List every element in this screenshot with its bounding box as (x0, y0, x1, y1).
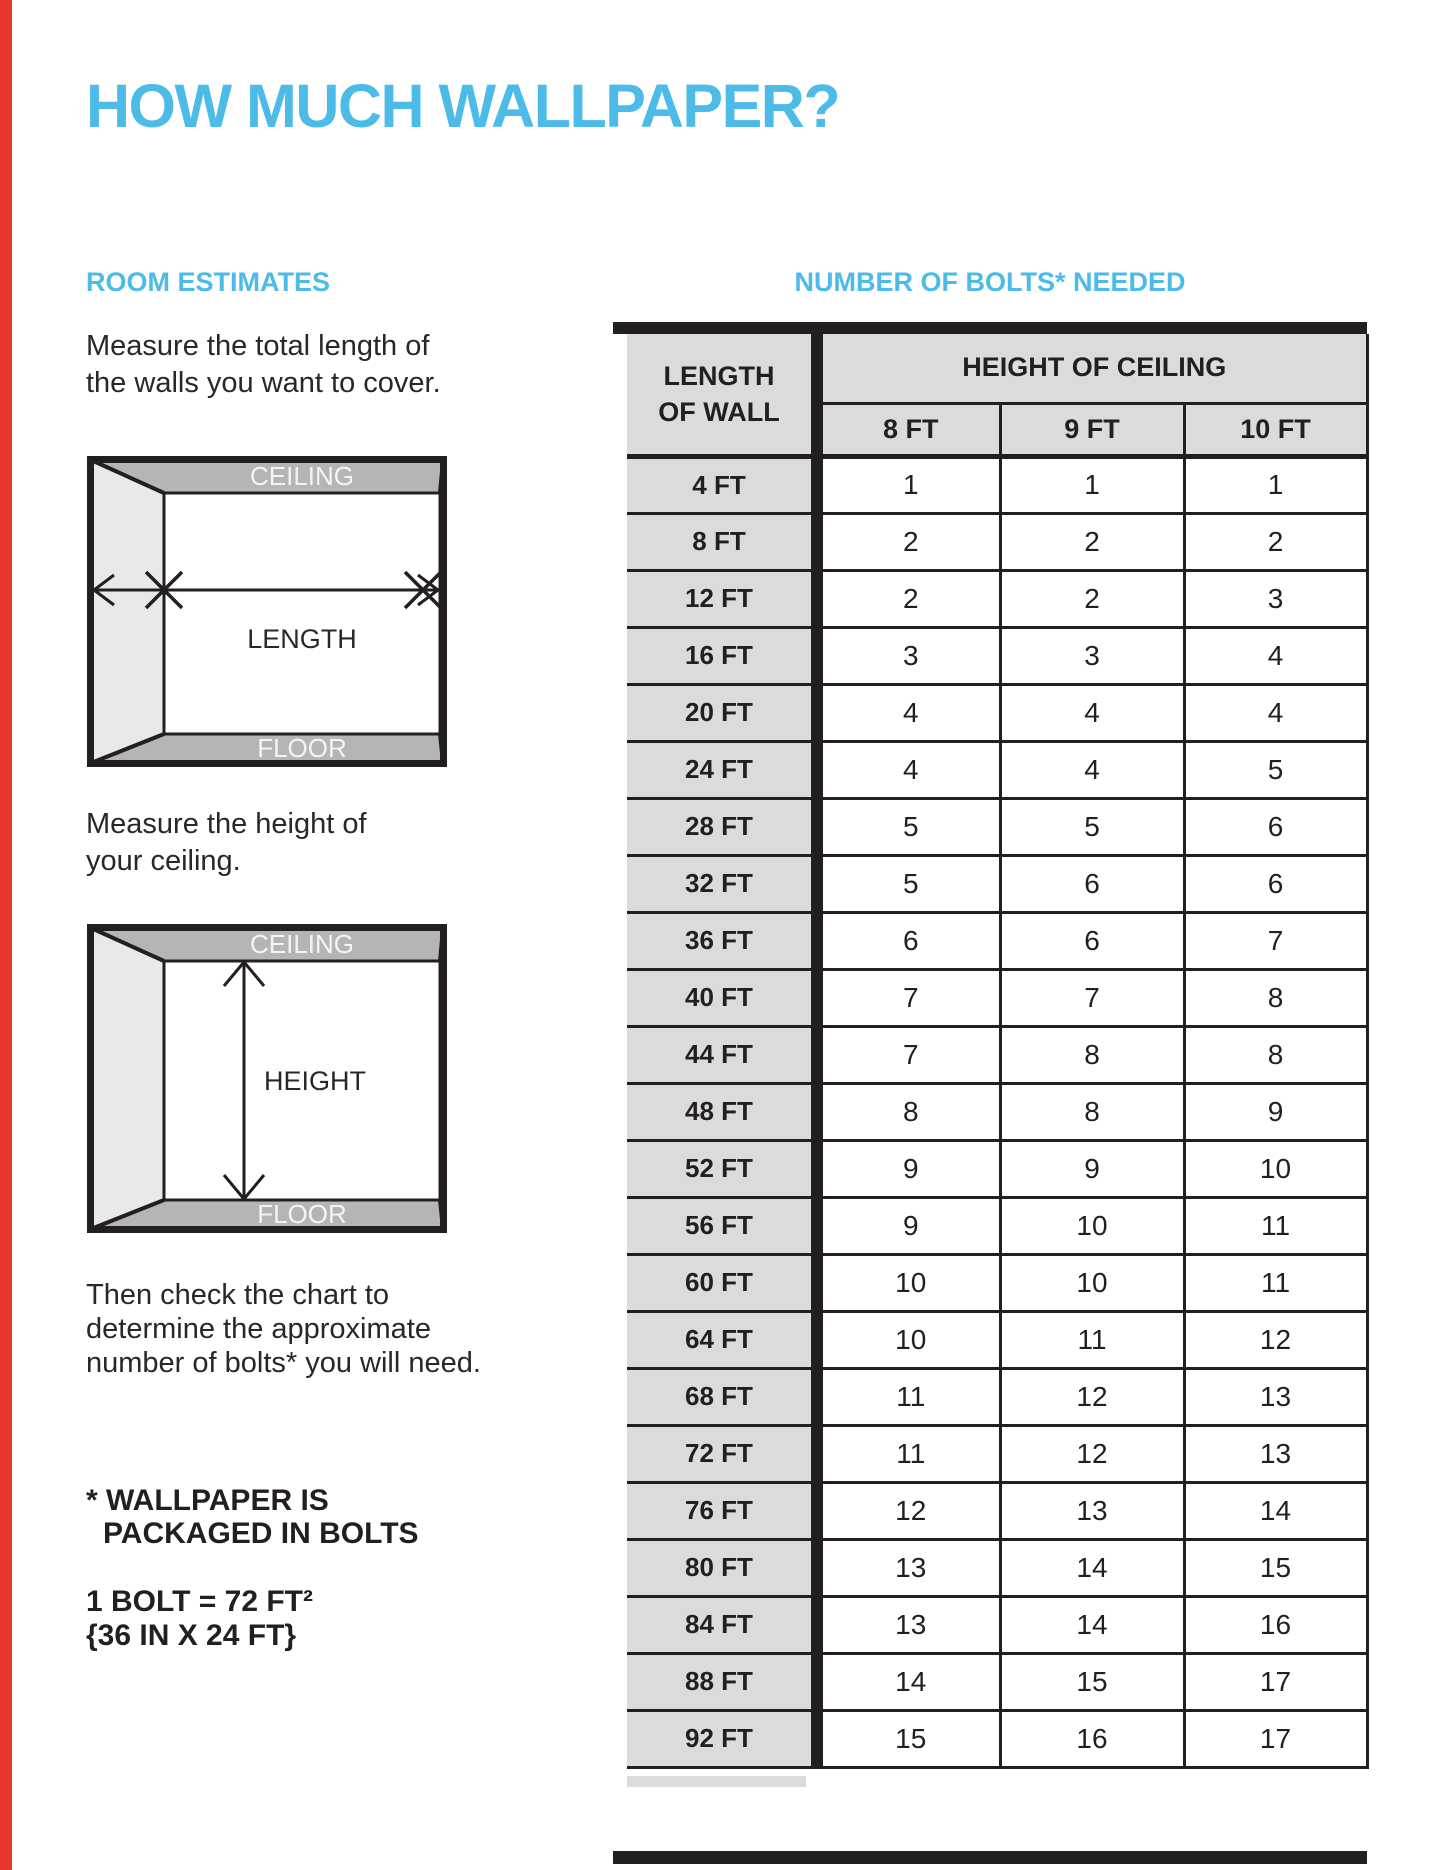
room-length-diagram (87, 456, 447, 767)
floor-label: FLOOR (257, 1199, 347, 1229)
table-row (627, 456, 1367, 513)
row-label: 68 FT (627, 1368, 817, 1425)
table-row (627, 627, 1367, 684)
row-label: 52 FT (627, 1140, 817, 1197)
bolt-count-cell: 16 (1184, 1596, 1367, 1653)
step2-line2: your ceiling. (86, 845, 241, 877)
table-row (627, 1539, 1367, 1596)
bolt-count-cell: 6 (1000, 912, 1184, 969)
table-row (627, 1140, 1367, 1197)
step3-line3: number of bolts* you will need. (86, 1347, 481, 1379)
step3-line1: Then check the chart to (86, 1279, 390, 1311)
ceiling-label: CEILING (249, 461, 355, 491)
table-row (627, 1653, 1367, 1710)
page-title: HOW MUCH WALLPAPER? (86, 72, 840, 140)
table-row (627, 912, 1367, 969)
row-label: 16 FT (627, 627, 817, 684)
height-label: HEIGHT (264, 1066, 367, 1096)
bolt-count-cell: 5 (817, 798, 1000, 855)
bolt-count-cell: 9 (817, 1197, 1000, 1254)
footnote-line2: PACKAGED IN BOLTS (103, 1517, 419, 1550)
bolt-count-cell: 4 (1000, 684, 1184, 741)
length-label: LENGTH (247, 624, 357, 654)
bolt-count-cell: 4 (817, 741, 1000, 798)
bolt-count-cell: 3 (1184, 570, 1367, 627)
bolt-count-cell: 8 (1000, 1026, 1184, 1083)
column-header-10ft: 10 FT (1184, 403, 1367, 456)
step3-line2: determine the approximate (86, 1313, 431, 1345)
bolt-count-cell: 4 (1184, 684, 1367, 741)
bolt-count-cell: 17 (1184, 1710, 1367, 1767)
bolt-count-cell: 13 (1184, 1368, 1367, 1425)
row-label: 40 FT (627, 969, 817, 1026)
floor-label: FLOOR (257, 733, 347, 763)
bolt-count-cell: 5 (1184, 741, 1367, 798)
bolt-count-cell: 1 (1000, 456, 1184, 513)
bolt-count-cell: 11 (817, 1425, 1000, 1482)
table-header-row (627, 334, 1367, 403)
bolt-def-line2: {36 IN X 24 FT} (86, 1619, 297, 1652)
bolt-count-cell: 6 (1000, 855, 1184, 912)
table-row (627, 1368, 1367, 1425)
table-row (627, 1710, 1367, 1767)
row-label: 84 FT (627, 1596, 817, 1653)
bolt-count-cell: 2 (1000, 513, 1184, 570)
column-header-9ft: 9 FT (1000, 403, 1184, 456)
table-row (627, 684, 1367, 741)
table-gray-stub (627, 1776, 806, 1787)
table-row (627, 570, 1367, 627)
bolt-count-cell: 5 (1000, 798, 1184, 855)
bolt-count-cell: 7 (817, 969, 1000, 1026)
bolt-count-cell: 3 (1000, 627, 1184, 684)
bolt-count-cell: 12 (1000, 1425, 1184, 1482)
row-label: 8 FT (627, 513, 817, 570)
row-label: 72 FT (627, 1425, 817, 1482)
bolt-count-cell: 17 (1184, 1653, 1367, 1710)
bolt-count-cell: 14 (1000, 1539, 1184, 1596)
bolt-count-cell: 7 (1184, 912, 1367, 969)
back-wall-surface (164, 493, 440, 734)
row-label: 36 FT (627, 912, 817, 969)
room-estimates-heading: ROOM ESTIMATES (86, 267, 331, 297)
row-label: 12 FT (627, 570, 817, 627)
bolt-count-cell: 7 (1000, 969, 1184, 1026)
bolts-needed-heading: NUMBER OF BOLTS* NEEDED (794, 267, 1186, 297)
step1-line1: Measure the total length of (86, 330, 430, 362)
corner-header-line1: LENGTH (663, 360, 775, 391)
bolt-count-cell: 1 (817, 456, 1000, 513)
bolt-count-cell: 10 (1000, 1197, 1184, 1254)
bolt-count-cell: 14 (817, 1653, 1000, 1710)
bolt-count-cell: 4 (1184, 627, 1367, 684)
row-label: 4 FT (627, 456, 817, 513)
bolt-count-cell: 11 (1184, 1254, 1367, 1311)
bolt-count-cell: 9 (1184, 1083, 1367, 1140)
table-bottom-bar (613, 1851, 1367, 1864)
table-row (627, 855, 1367, 912)
bolt-count-cell: 10 (817, 1311, 1000, 1368)
bolt-count-cell: 6 (1184, 855, 1367, 912)
table-body (627, 456, 1367, 1767)
row-label: 48 FT (627, 1083, 817, 1140)
table-row (627, 1083, 1367, 1140)
table-row (627, 741, 1367, 798)
bolt-count-cell: 11 (1184, 1197, 1367, 1254)
row-label: 76 FT (627, 1482, 817, 1539)
bolts-footnote (86, 1484, 419, 1550)
bolt-count-cell: 13 (817, 1596, 1000, 1653)
table-row (627, 1482, 1367, 1539)
bolt-def-line1: 1 BOLT = 72 FT² (86, 1585, 313, 1618)
bolt-count-cell: 12 (1000, 1368, 1184, 1425)
table-top-bar (613, 322, 1367, 334)
step2-text (86, 806, 367, 880)
row-label: 80 FT (627, 1539, 817, 1596)
bolt-count-cell: 15 (817, 1710, 1000, 1767)
bolt-count-cell: 8 (1184, 969, 1367, 1026)
column-header-8ft: 8 FT (817, 403, 1000, 456)
step3-text (86, 1278, 481, 1380)
row-label: 56 FT (627, 1197, 817, 1254)
table-row (627, 1254, 1367, 1311)
step2-line1: Measure the height of (86, 808, 367, 840)
table-row (627, 969, 1367, 1026)
bolt-count-cell: 5 (817, 855, 1000, 912)
step1-line2: the walls you want to cover. (86, 367, 441, 399)
height-of-ceiling-header: HEIGHT OF CEILING (817, 334, 1367, 403)
left-wall-surface (90, 459, 164, 764)
bolt-count-cell: 10 (1000, 1254, 1184, 1311)
bolt-count-cell: 15 (1000, 1653, 1184, 1710)
row-label: 92 FT (627, 1710, 817, 1767)
table-row (627, 1596, 1367, 1653)
bolt-count-cell: 8 (1000, 1083, 1184, 1140)
row-label: 32 FT (627, 855, 817, 912)
bolt-count-cell: 2 (817, 570, 1000, 627)
table-row (627, 1197, 1367, 1254)
red-accent-stripe (0, 0, 12, 1870)
bolt-count-cell: 11 (1000, 1311, 1184, 1368)
bolt-count-cell: 14 (1184, 1482, 1367, 1539)
row-label: 88 FT (627, 1653, 817, 1710)
bolts-table (627, 334, 1369, 1769)
bolt-count-cell: 10 (1184, 1140, 1367, 1197)
bolt-count-cell: 2 (1000, 570, 1184, 627)
step1-text (86, 328, 441, 402)
bolt-count-cell: 1 (1184, 456, 1367, 513)
bolt-count-cell: 12 (1184, 1311, 1367, 1368)
table-row (627, 513, 1367, 570)
bolt-count-cell: 9 (1000, 1140, 1184, 1197)
length-of-wall-header (627, 334, 817, 456)
row-label: 44 FT (627, 1026, 817, 1083)
left-wall-surface (90, 927, 164, 1230)
table-row (627, 1026, 1367, 1083)
ceiling-label: CEILING (249, 929, 355, 959)
row-label: 20 FT (627, 684, 817, 741)
row-label: 28 FT (627, 798, 817, 855)
bolt-count-cell: 10 (817, 1254, 1000, 1311)
bolt-count-cell: 13 (1184, 1425, 1367, 1482)
bolt-count-cell: 3 (817, 627, 1000, 684)
row-label: 64 FT (627, 1311, 817, 1368)
footnote-line1: * WALLPAPER IS (86, 1484, 329, 1517)
bolt-count-cell: 6 (1184, 798, 1367, 855)
bolt-count-cell: 14 (1000, 1596, 1184, 1653)
corner-header-line2: OF WALL (658, 396, 780, 427)
bolt-count-cell: 8 (817, 1083, 1000, 1140)
bolt-count-cell: 13 (817, 1539, 1000, 1596)
bolt-count-cell: 4 (817, 684, 1000, 741)
row-label: 60 FT (627, 1254, 817, 1311)
bolt-count-cell: 9 (817, 1140, 1000, 1197)
bolt-count-cell: 2 (1184, 513, 1367, 570)
bolt-count-cell: 16 (1000, 1710, 1184, 1767)
bolt-count-cell: 12 (817, 1482, 1000, 1539)
bolt-count-cell: 8 (1184, 1026, 1367, 1083)
bolt-count-cell: 6 (817, 912, 1000, 969)
table-row (627, 1311, 1367, 1368)
bolt-count-cell: 13 (1000, 1482, 1184, 1539)
row-label: 24 FT (627, 741, 817, 798)
bolt-definition (86, 1585, 313, 1653)
bolt-count-cell: 2 (817, 513, 1000, 570)
bolt-count-cell: 4 (1000, 741, 1184, 798)
room-height-diagram (87, 924, 447, 1233)
bolt-count-cell: 7 (817, 1026, 1000, 1083)
bolt-count-cell: 15 (1184, 1539, 1367, 1596)
table-row (627, 798, 1367, 855)
bolt-count-cell: 11 (817, 1368, 1000, 1425)
table-row (627, 1425, 1367, 1482)
